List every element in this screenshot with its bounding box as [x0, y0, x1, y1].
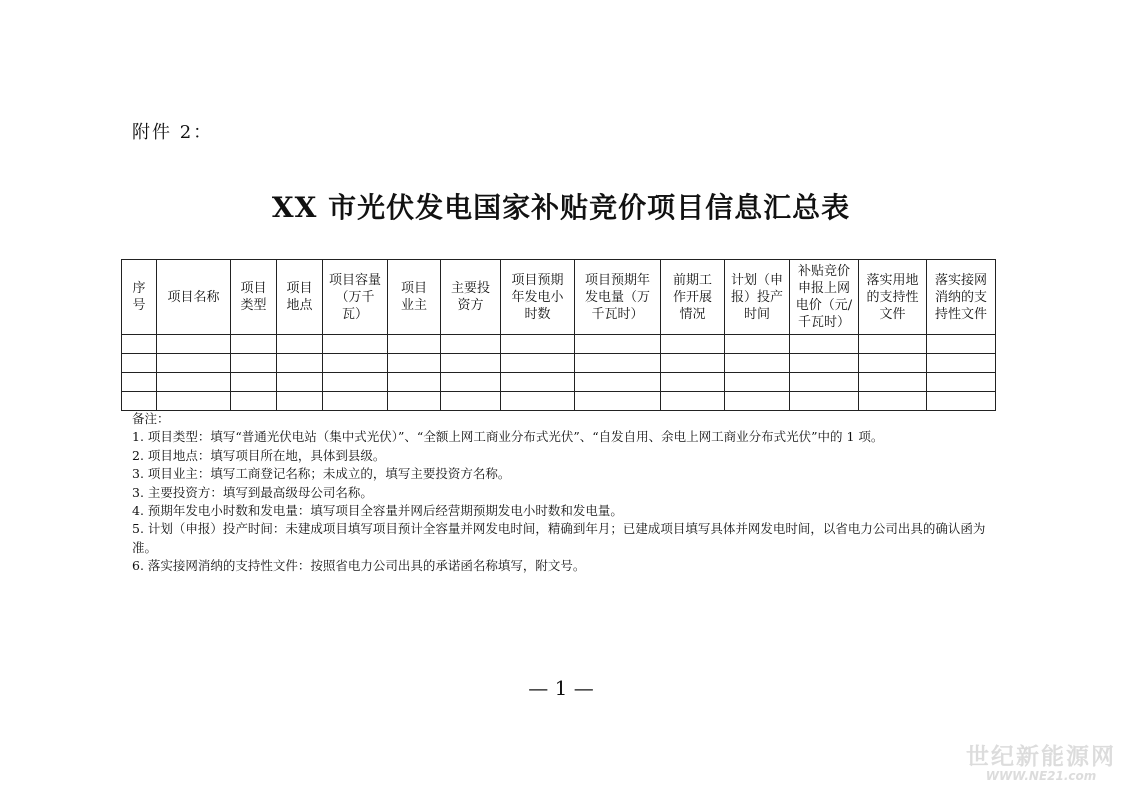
table-cell [231, 354, 277, 373]
table-cell [725, 335, 790, 354]
note-item: 1. 项目类型：填写“普通光伏电站（集中式光伏）”、“全额上网工商业分布式光伏”、“自发自用、余电上网工商业分布式光伏”中的 1 项。 [132, 429, 884, 445]
table-cell [575, 354, 661, 373]
note-item: 5. 计划（申报）投产时间：未建成项目填写项目预计全容量并网发电时间，精确到年月；已建成项目填写具体并网发电时间，以省电力公司出具的确认函为准。 [132, 521, 986, 555]
table-cell [441, 335, 501, 354]
header-expected-annual-generation: 项目预期年发电量（万千瓦时） [575, 260, 661, 335]
table-cell [927, 392, 996, 411]
header-project-location: 项目地点 [277, 260, 323, 335]
table-cell [501, 373, 575, 392]
document-title: XX 市光伏发电国家补贴竞价项目信息汇总表 [271, 191, 851, 224]
table-cell [231, 335, 277, 354]
table-cell [323, 392, 388, 411]
table-row [122, 392, 996, 411]
table-cell [157, 335, 231, 354]
header-project-type: 项目类型 [231, 260, 277, 335]
page-number: — 1 — [528, 676, 594, 700]
header-serial-number: 序号 [122, 260, 157, 335]
table-cell [388, 354, 441, 373]
note-item: 3. 项目业主：填写工商登记名称；未成立的，填写主要投资方名称。 [132, 466, 511, 482]
table-cell [388, 373, 441, 392]
table-body [122, 335, 996, 411]
table-cell [277, 373, 323, 392]
table-cell [441, 373, 501, 392]
table-cell [927, 354, 996, 373]
watermark-logo [966, 738, 1116, 783]
table-cell [575, 335, 661, 354]
table-cell [790, 373, 859, 392]
table-cell [157, 373, 231, 392]
table-cell [277, 354, 323, 373]
attachment-label: 附件 2： [132, 122, 214, 143]
table-cell [501, 335, 575, 354]
watermark-name: 世纪新能源网 [966, 744, 1116, 770]
header-bid-grid-price: 补贴竞价申报上网电价（元/千瓦时） [790, 260, 859, 335]
table-cell [575, 392, 661, 411]
table-cell [323, 373, 388, 392]
table-cell [231, 392, 277, 411]
table-cell [441, 354, 501, 373]
table-cell [157, 354, 231, 373]
table-cell [927, 373, 996, 392]
header-grid-connection-documents: 落实接网消纳的支持性文件 [927, 260, 996, 335]
table-cell [575, 373, 661, 392]
table-cell [388, 335, 441, 354]
header-planned-operation-time: 计划（申报）投产时间 [725, 260, 790, 335]
table-cell [790, 354, 859, 373]
note-item: 6. 落实接网消纳的支持性文件：按照省电力公司出具的承诺函名称填写，附文号。 [132, 558, 586, 574]
table-row [122, 335, 996, 354]
header-expected-annual-hours: 项目预期年发电小时数 [501, 260, 575, 335]
table-row [122, 354, 996, 373]
table-cell [725, 354, 790, 373]
header-main-investor: 主要投资方 [441, 260, 501, 335]
table-cell [927, 335, 996, 354]
table-cell [323, 335, 388, 354]
header-preliminary-work-status: 前期工作开展情况 [661, 260, 725, 335]
table-cell [501, 392, 575, 411]
table-cell [661, 373, 725, 392]
table-cell [501, 354, 575, 373]
table-cell [277, 335, 323, 354]
table-cell [277, 392, 323, 411]
table-cell [157, 392, 231, 411]
notes-heading: 备注： [132, 411, 170, 426]
table-cell [859, 354, 927, 373]
watermark-url: WWW.NE21.com [985, 769, 1097, 783]
note-item: 2. 项目地点：填写项目所在地，具体到县级。 [132, 447, 386, 463]
table-cell [231, 373, 277, 392]
header-project-capacity: 项目容量（万千瓦） [323, 260, 388, 335]
table-cell [122, 354, 157, 373]
table-cell [122, 335, 157, 354]
header-land-support-documents: 落实用地的支持性文件 [859, 260, 927, 335]
table-cell [661, 354, 725, 373]
table-cell [790, 392, 859, 411]
table-cell [661, 335, 725, 354]
table-cell [790, 335, 859, 354]
header-project-name: 项目名称 [157, 260, 231, 335]
table-cell [122, 373, 157, 392]
table-cell [725, 392, 790, 411]
table-header-row [122, 260, 996, 335]
note-item: 3. 主要投资方：填写到最高级母公司名称。 [132, 484, 373, 500]
table-cell [859, 373, 927, 392]
table-cell [388, 392, 441, 411]
summary-table [121, 259, 996, 411]
table-cell [122, 392, 157, 411]
table-row [122, 373, 996, 392]
notes-section [132, 410, 1002, 576]
header-project-owner: 项目业主 [388, 260, 441, 335]
table-cell [441, 392, 501, 411]
note-item: 4. 预期年发电小时数和发电量：填写项目全容量并网后经营期预期发电小时数和发电量。 [132, 503, 623, 519]
table-cell [323, 354, 388, 373]
table-cell [725, 373, 790, 392]
table-cell [661, 392, 725, 411]
table-cell [859, 335, 927, 354]
table-cell [859, 392, 927, 411]
